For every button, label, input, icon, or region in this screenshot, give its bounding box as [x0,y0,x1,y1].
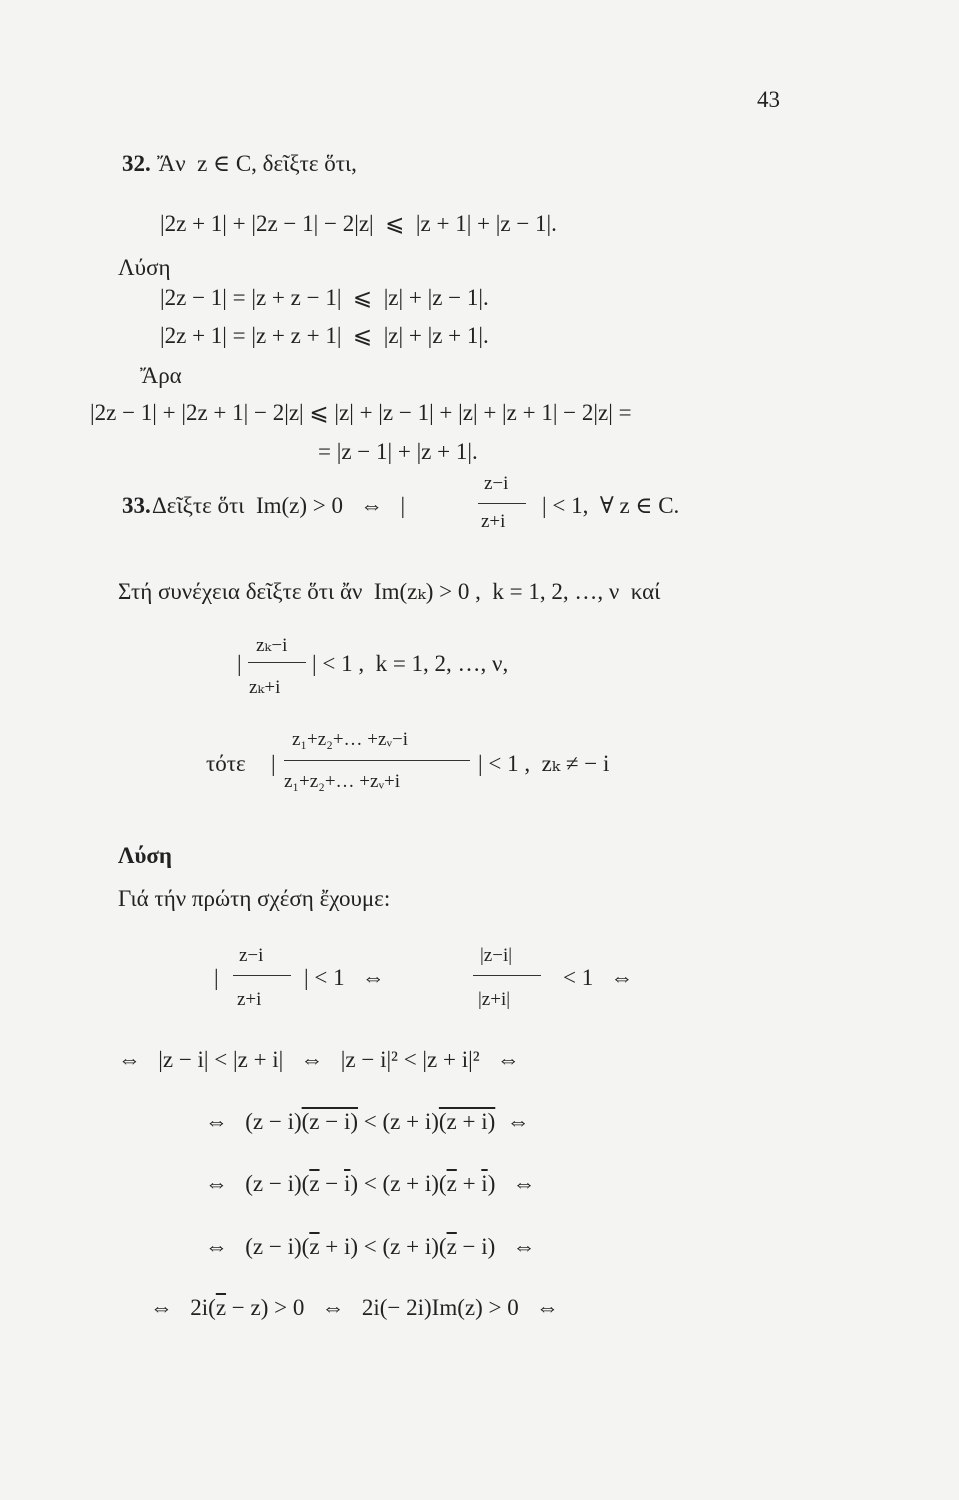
condition-fraction-numerator: zₖ−i [256,635,288,656]
exercise-33-prefix: Δεῖξτε ὅτι Im(z) > 0 ⇔ | [152,493,406,518]
step5-c: + i) < (z + i)( [319,1234,447,1259]
step3-conjugate-2: (z + i) [438,1109,496,1134]
step2: ⇔ |z − i| < |z + i| ⇔ |z − i|² < |z + i|² ⇔ [118,1047,520,1072]
step6-a: ⇔ 2i( [150,1295,216,1320]
step1-denominator-2: |z+i| [478,989,511,1010]
step1-bar-left: | [214,965,219,990]
step1-end: < 1 ⇔ [563,965,634,990]
exercise-32-number: 32. [122,151,151,176]
tote-fraction-denominator: z₁+z₂+… +zᵥ+i [284,771,401,792]
exercise-32-inequality: |2z + 1| + |2z − 1| − 2|z| ⩽ |z + 1| + |z − 1|. [160,211,557,236]
solution-label-32: Λύση [118,255,171,280]
tote-fraction-numerator: z₁+z₂+… +zᵥ−i [292,729,409,750]
continue-text: Στή συνέχεια δεῖξτε ὅτι ἄν Im(zₖ) > 0 , k = 1, 2, …, ν καί [118,579,661,604]
tote-suffix: | < 1 , zₖ ≠ − i [478,751,610,776]
ara-label: Ἄρα [140,363,182,388]
step4-z-bar-1: $\overline{z}$ [309,1171,320,1196]
tote-label: τότε [206,751,246,776]
condition-suffix: | < 1 , k = 1, 2, …, ν, [312,651,509,676]
step3-c: < (z + i) [358,1109,439,1134]
solution-line-1: |2z − 1| = |z + z − 1| ⩽ |z| + |z − 1|. [160,285,489,310]
step4-e: ) < (z + i)( [350,1171,447,1196]
solution-line-2: |2z + 1| = |z + z + 1| ⩽ |z| + |z + 1|. [160,323,489,348]
step3-e: ⇔ [495,1109,530,1134]
exercise-33-suffix: | < 1, ∀ z ∈ C. [542,493,680,518]
step6-c: − z) > 0 ⇔ 2i(− 2i)Im(z) > 0 ⇔ [226,1295,559,1320]
step1-fraction-bar-2 [473,975,541,976]
exercise-33-fraction-denominator: z+i [481,511,506,532]
step6-z-bar: $\overline{z}$ [215,1295,227,1320]
step3 [205,1110,530,1133]
step1-middle: | < 1 ⇔ [304,965,385,990]
step1-fraction-bar [233,975,291,976]
step5-e: − i) ⇔ [456,1234,536,1259]
condition-bar-left: | [237,651,242,676]
exercise-32-statement: Ἄν z ∈ C, δεῖξτε ὅτι, [157,151,357,176]
step5-z-bar-2: $\overline{z}$ [446,1234,457,1259]
step4-a: ⇔ (z − i)( [205,1171,310,1196]
step5 [205,1235,536,1258]
step4 [205,1172,536,1195]
step4-i-bar-1: $\overline{i}$ [344,1171,351,1196]
step4-i: ) ⇔ [487,1171,536,1196]
first-relation-intro: Γιά τήν πρώτη σχέση ἔχουμε: [118,886,391,911]
solution-line-3: |2z − 1| + |2z + 1| − 2|z| ⩽ |z| + |z − 1| + |z| + |z + 1| − 2|z| = [90,400,632,425]
step3-a: ⇔ (z − i) [205,1109,302,1134]
step3-conjugate-1: (z − i) [301,1109,359,1134]
step5-a: ⇔ (z − i)( [205,1234,310,1259]
solution-line-4: = |z − 1| + |z + 1|. [318,439,478,464]
step4-i-bar-2: $\overline{i}$ [481,1171,488,1196]
step6 [150,1296,559,1319]
exercise-33-fraction-bar [478,503,526,504]
condition-fraction-denominator: zₖ+i [249,677,281,698]
tote-fraction-bar [284,760,470,761]
solution-label-33: Λύση [118,843,172,868]
step5-z-bar-1: $\overline{z}$ [309,1234,320,1259]
step1-numerator-2: |z−i| [480,945,513,966]
condition-fraction-bar [248,662,306,663]
tote-bar-left: | [271,751,276,776]
exercise-33-number: 33. [122,493,151,518]
exercise-33-fraction-numerator: z−i [484,473,509,494]
page-number: 43 [757,87,780,112]
step1-numerator: z−i [239,945,264,966]
step4-g: + [456,1171,482,1196]
step4-c: − [319,1171,345,1196]
step1-denominator: z+i [237,989,262,1010]
step4-z-bar-2: $\overline{z}$ [446,1171,457,1196]
